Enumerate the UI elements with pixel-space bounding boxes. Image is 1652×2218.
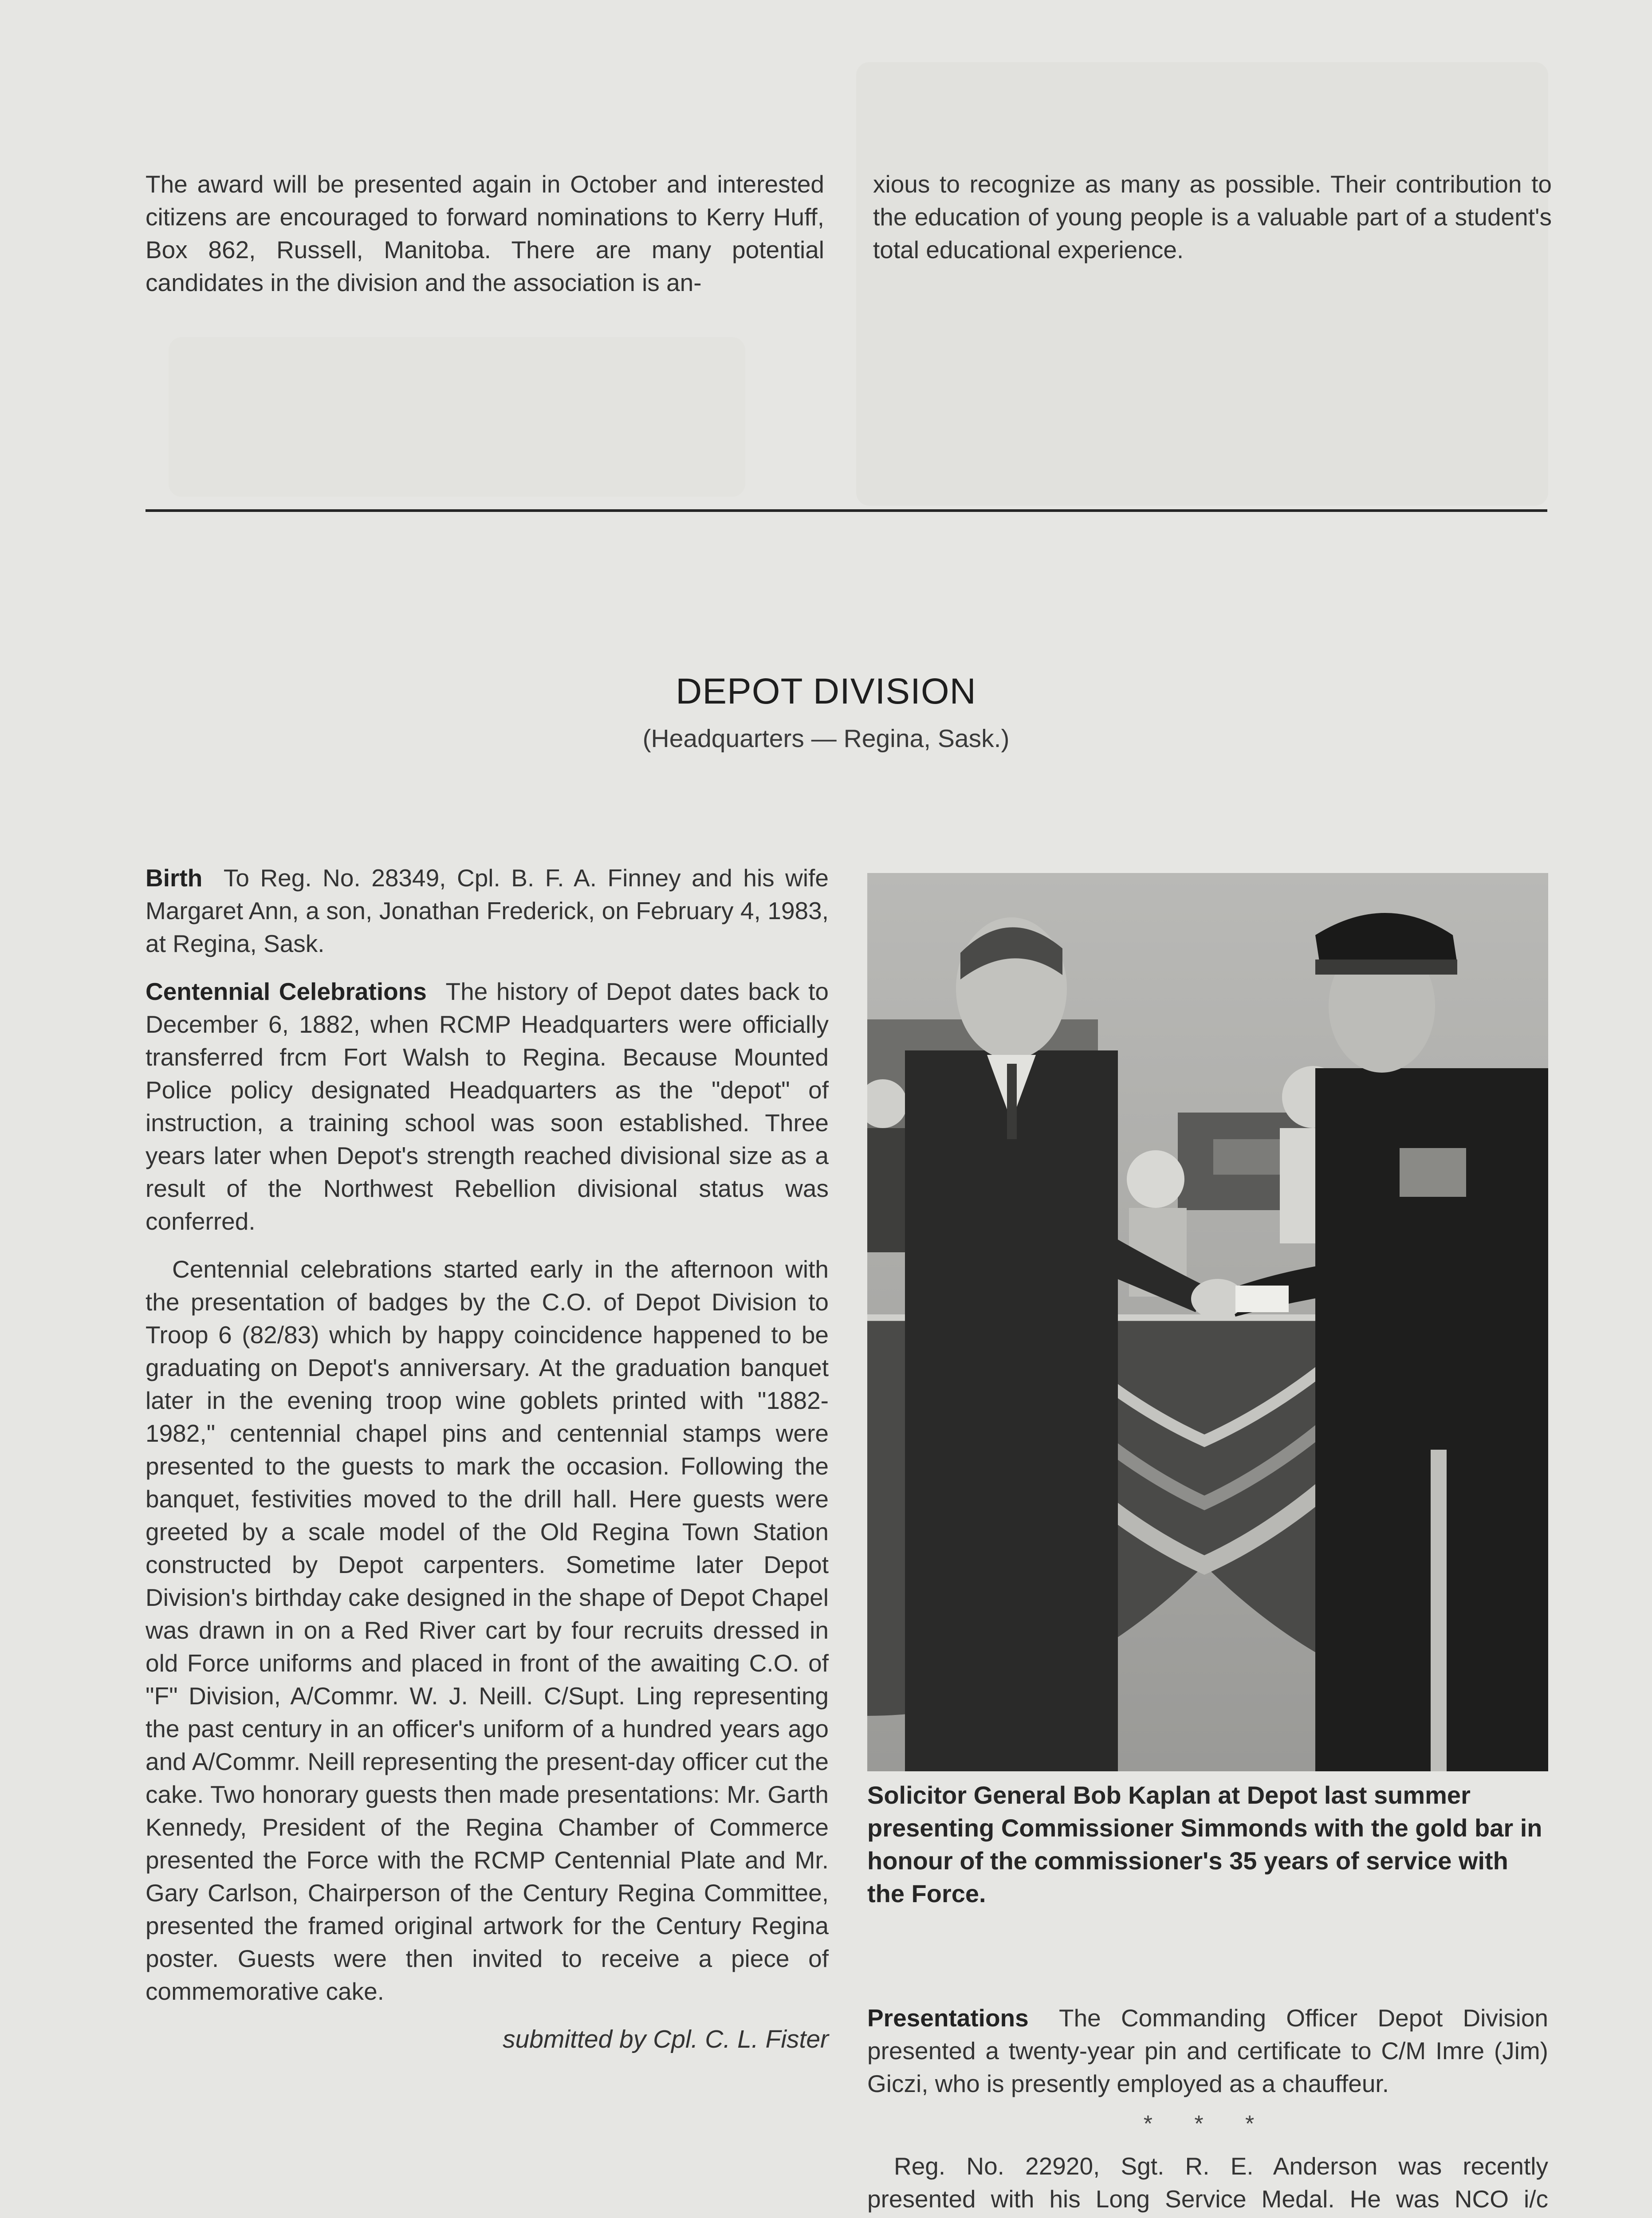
centennial-text-1: The history of Depot dates back to December 6, 1882, when RCMP Headquarters were officially transferred frcm Fort Walsh to Regina. Because Mounted Police policy designated Headquarters as the "depot" of instruction, a training school was soon established. Three years later when Depot's strength reached divisional size as a result of the Northwest Rebellion divisional status was conferred.: [146, 978, 829, 1235]
section-divider: [146, 509, 1547, 512]
show-through-shape: [169, 337, 745, 497]
presentations-paragraph-2: Reg. No. 22920, Sgt. R. E. Anderson was recently presented with his Long Service Medal. He was NCO i/c: [867, 2152, 1548, 2213]
right-column: [867, 2002, 1548, 2218]
section-subtitle: (Headquarters — Regina, Sask.): [642, 724, 1010, 753]
presentations-text-1: The Commanding Officer Depot Division presented a twenty-year pin and certificate to C/M Imre (Jim) Giczi, who is presently employed as a chauffeur.: [867, 2004, 1548, 2097]
presentations-paragraph-1: [867, 2002, 1548, 2100]
ceremony-photo: [867, 873, 1548, 1771]
presentations-heading: Presentations: [867, 2004, 1029, 2032]
section-title: DEPOT DIVISION: [676, 671, 976, 712]
birth-heading: Birth: [146, 864, 203, 892]
photo-caption: Solicitor General Bob Kaplan at Depot last summer presenting Commissioner Simmonds with the gold bar in honour of the commissioner's 35 years of service with the Force.: [867, 1781, 1542, 1907]
top-right-paragraph: xious to recognize as many as possible. Their contribution to the education of young people is a valuable part of a student's total educational experience.: [873, 170, 1552, 263]
ceremony-photo-illustration: [867, 873, 1548, 1771]
left-column: [146, 861, 829, 2056]
top-left-paragraph: The award will be presented again in October and interested citizens are encouraged to forward nominations to Kerry Huff, Box 862, Russell, Manitoba. There are many potential candidates in the division and the association is an-: [146, 170, 824, 296]
asterisk-separator: * * *: [1143, 2111, 1272, 2137]
centennial-paragraph-1: [146, 975, 829, 1238]
birth-paragraph: [146, 861, 829, 960]
centennial-paragraph-2: Centennial celebrations started early in the afternoon with the presentation of badges by the C.O. of Depot Division to Troop 6 (82/83) which by happy coincidence happened to be graduating on Depot's anniversary. At the graduation banquet later in the evening troop wine goblets printed with "1882-1982," centennial chapel pins and centennial stamps were presented to the guests to mark the occasion. Following the banquet, festivities moved to the drill hall. Here guests were greeted by a scale model of the Old Regina Town Station constructed by Depot carpenters. Sometime later Depot Division's birthday cake designed in the shape of Depot Chapel was drawn in on a Red River cart by four recruits dressed in old Force uniforms and placed in front of the awaiting C.O. of "F" Division, A/Commr. W. J. Neill. C/Supt. Ling representing the past century in an officer's uniform of a hundred years ago and A/Commr. Neill representing the present-day officer cut the cake. Two honorary guests then made presentations: Mr. Garth Kennedy, President of the Regina Chamber of Commerce presented the Force with the RCMP Centennial Plate and Mr. Gary Carlson, Chairperson of the Century Regina Committee, presented the framed original artwork for the Century Regina poster. Guests were then invited to receive a piece of commemorative cake.: [146, 1255, 829, 2005]
show-through-shape: [856, 62, 1548, 506]
byline: submitted by Cpl. C. L. Fister: [503, 2025, 829, 2053]
centennial-heading: Centennial Celebrations: [146, 978, 427, 1005]
birth-text: To Reg. No. 28349, Cpl. B. F. A. Finney and his wife Margaret Ann, a son, Jonathan Frederick, on February 4, 1983, at Regina, Sask.: [146, 864, 829, 957]
